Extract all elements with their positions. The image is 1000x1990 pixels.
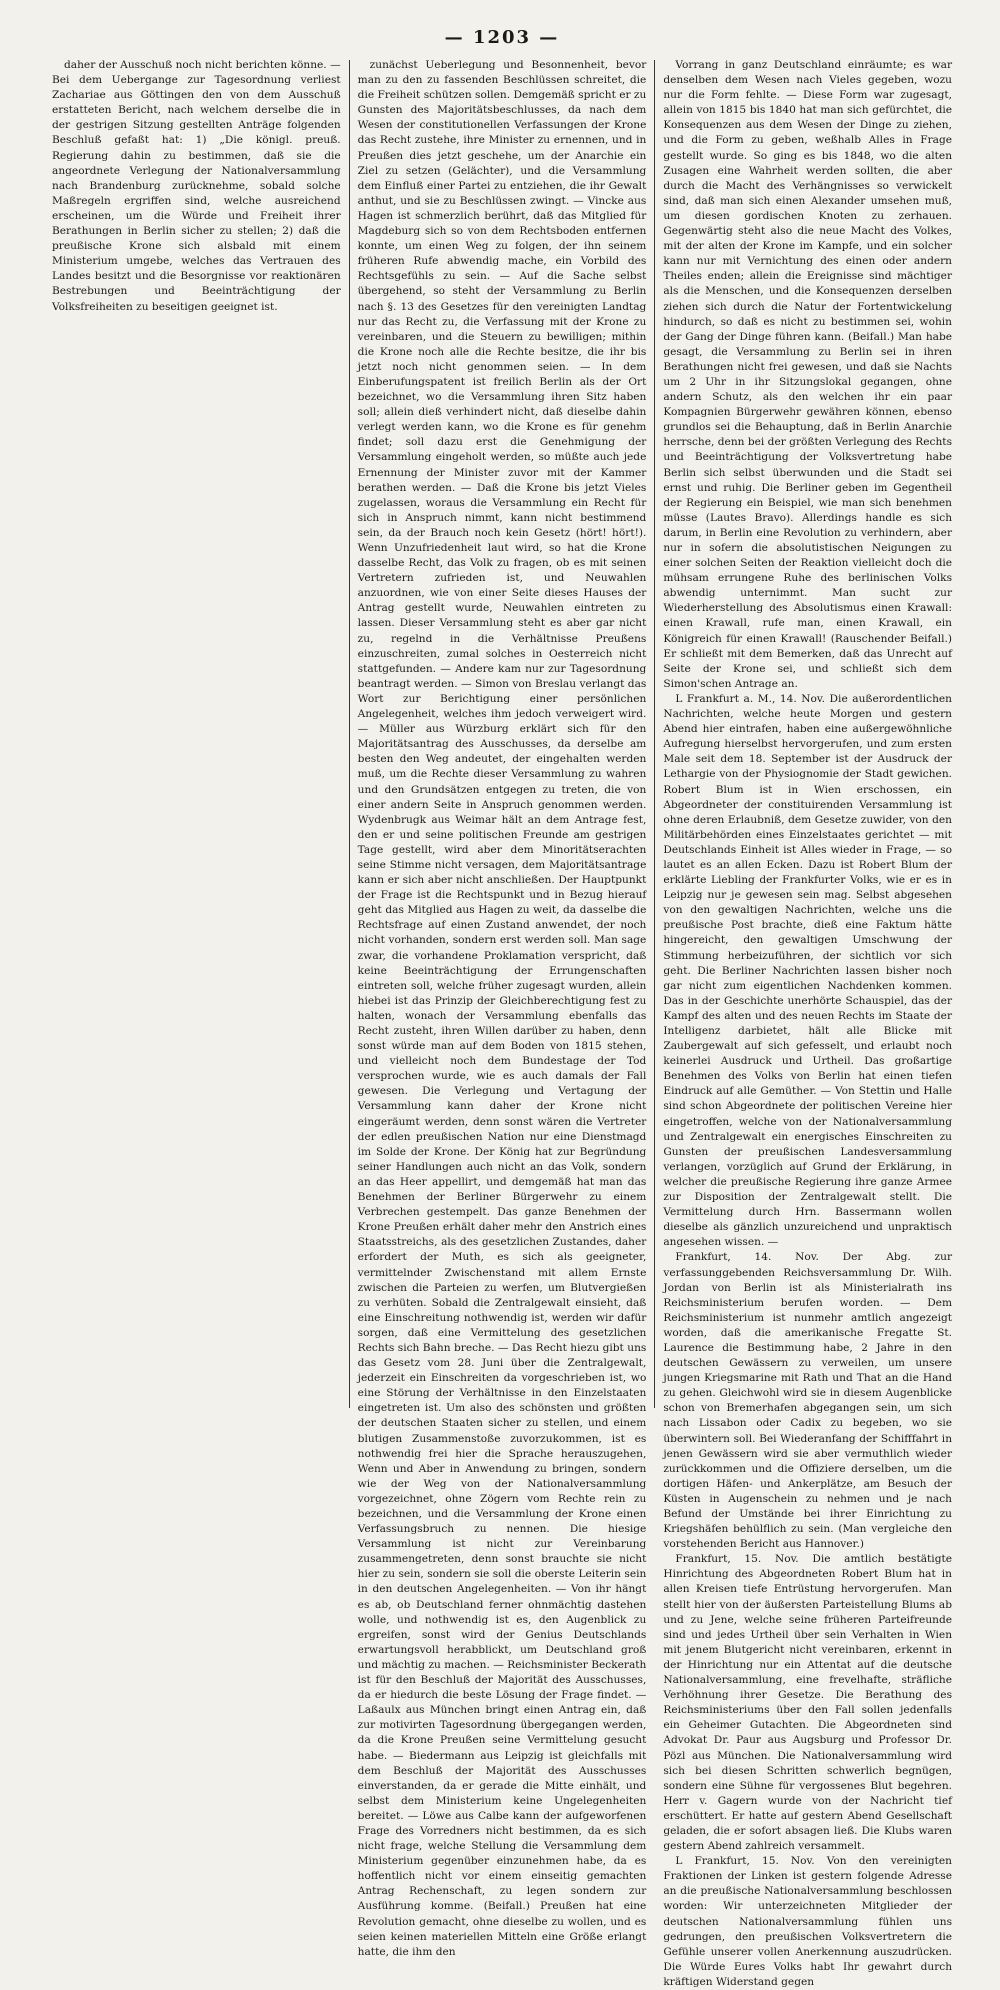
column-1 — [44, 58, 349, 1410]
column-3 — [655, 58, 960, 1988]
text-columns — [44, 58, 960, 1988]
paragraph: L Frankfurt, 15. Nov. Von den vereinigten Fraktionen der Linken ist gestern folgende Adresse an die preußische Nationalversammlung beschlossen worden: Wir unterzeichneten Mitglieder der deutschen Nationalversammlung fühlen uns gedrungen, den preußischen Volksvertretern die Gefühle unserer vollen Anerkennung auszudrücken. Die Würde Eures Volks habt Ihr gewahrt durch kräftigen Widerstand gegen — [663, 1855, 953, 1988]
column-2 — [350, 58, 655, 1958]
paragraph: L Frankfurt a. M., 14. Nov. Die außerordentlichen Nachrichten, welche heute Morgen und gestern Abend hier eintrafen, haben eine außergewöhnliche Aufregung hierselbst hervorgerufen, und zum ersten Male seit dem 18. September ist der Ausdruck der Lethargie von der Physiognomie der Stadt gewichen. Robert Blum ist in Wien erschossen, ein Abgeordneter der constituirenden Versammlung ist ohne deren Erlaubniß, dem Gesetze zuwider, von den Militärbehörden eines Einzelstaates gerichtet — mit Deutschlands Einheit ist Alles wieder in Frage, — so lautet es an allen Ecken. Dazu ist Robert Blum der erklärte Liebling der Frankfurter Volks, wie er es in Leipzig nur je gewesen sein mag. Selbst abgesehen von den gewaltigen Nachrichten, welche uns die preußische Post brachte, dieß eine Faktum hätte hingereicht, den gewaltigen Umschwung der Stimmung herbeizuführen, der sichtlich vor sich geht. Die Berliner Nachrichten lassen bisher noch gar nicht zum eigentlichen Nachdenken kommen. Das in der Geschichte unerhörte Schauspiel, das der Kampf des alten und des neuen Rechts im Staate der Intelligenz darbietet, hält alle Blicke mit Zaubergewalt auf sich gefesselt, und erlaubt noch keinerlei Ausdruck und Urtheil. Das großartige Benehmen des Volks von Berlin hat einen tiefen Eindruck auf alle Gemüther. — Von Stettin und Halle sind schon Abgeordnete der politischen Vereine hier eingetroffen, welche von der Nationalversammlung und Zentralgewalt ein energisches Einschreiten zu Gunsten der preußischen Landesversammlung verlangen, vorzüglich auf Grund der Erklärung, in welcher die preußische Regierung ihre ganze Armee zur Disposition der Zentralgewalt stellt. Die Vermittelung durch Hrn. Bassermann wollen dieselbe als gänzlich unzureichend und unpraktisch angesehen wissen. — — [663, 692, 953, 1249]
paragraph: zunächst Ueberlegung und Besonnenheit, bevor man zu den zu fassenden Beschlüssen schreitet, die die Freiheit schützen sollen. Demgemäß spricht er zu Gunsten des Majoritätsbeschlusses, da nach dem Wesen der constitutionellen Verfassungen der Krone das Recht zustehe, ihre Minister zu ernennen, und in Preußen dies jetzt geschehe, um der Anarchie ein Ziel zu setzen (Gelächter), und die Versammlung dem Einfluß einer Partei zu entziehen, die ihr Gewalt anthut, und sie zu Beschlüssen zwingt. — Vincke aus Hagen ist schmerzlich berührt, daß das Mitglied für Magdeburg sich so von dem Rechtsboden entfernen konnte, um einen Weg zu folgen, der ihn seinem früheren Rufe abwendig mache, ein Vorbild des Rechtsgefühls zu sein. — Auf die Sache selbst übergehend, so steht der Versammlung zu Berlin nach §. 13 des Gesetzes für den vereinigten Landtag nur das Recht zu, die Verfassung mit der Krone zu vereinbaren, und die Steuern zu bewilligen; mithin die Krone noch alle die Rechte besitze, die ihr bis jetzt noch nicht genommen seien. — In dem Einberufungspatent ist freilich Berlin als der Ort bezeichnet, wo die Versammlung ihren Sitz haben soll; allein dieß verhindert nicht, daß dieselbe dahin verlegt werden kann, wo die Krone es für genehm findet; soll dazu erst die Genehmigung der Versammlung eingeholt werden, so müßte auch jede Ernennung der Minister zuvor mit der Kammer berathen werden. — Daß die Krone bis jetzt Vieles zugelassen, woraus die Versammlung ein Recht für sich in Anspruch nimmt, kann nicht bestimmend sein, da der Brauch noch kein Gesetz (hört! hört!). Wenn Unzufriedenheit laut wird, so hat die Krone dasselbe Recht, das Volk zu fragen, ob es mit seinen Vertretern zufrieden ist, und Neuwahlen anzuordnen, wie von einer Seite dieses Hauses der Antrag gestellt wurde, Neuwahlen eintreten zu lassen. Dieser Versammlung steht es aber gar nicht zu, regelnd in die Verhältnisse Preußens einzuschreiten, zumal solches in Oesterreich nicht stattgefunden. — Andere kam nur zur Tagesordnung beantragt werden. — Simon von Breslau verlangt das Wort zur Berichtigung einer persönlichen Angelegenheit, welches ihm jedoch verweigert wird. — Müller aus Würzburg erklärt sich für den Majoritätsantrag des Ausschusses, da derselbe am besten den Weg andeutet, der eingehalten werden muß, um die Rechte dieser Versammlung zu wahren und den Grundsätzen entgegen zu treten, die von einer andern Seite in Anspruch genommen werden. Wydenbrugk aus Weimar hält an dem Antrage fest, den er und seine politischen Freunde am gestrigen Tage gestellt, wird aber dem Minoritätserachten seine Stimme nicht versagen, dem Majoritätsantrage kann er sich aber nicht anschließen. Der Hauptpunkt der Frage ist die Rechtspunkt und in Bezug hierauf geht das Mitglied aus Hagen zu weit, da dasselbe die Rechtsfrage auf einen Zustand anwendet, der noch nicht vorhanden, sondern erst werden soll. Man sage zwar, die vorhandene Proklamation verspricht, daß keine Beeinträchtigung der Errungenschaften eintreten soll, welche früher zugesagt wurden, allein hiebei ist das Prinzip der Gleichberechtigung fest zu halten, wonach der Versammlung ebenfalls das Recht zusteht, ihren Willen darüber zu haben, denn sonst würde man auf dem Boden von 1815 stehen, und vielleicht noch dem Bundestage der Tod versprochen wurde, wie es auch damals der Fall gewesen. Die Verlegung und Vertagung der Versammlung kann daher der Krone nicht eingeräumt werden, denn sonst wären die Vertreter der edlen preußischen Nation nur eine Dienstmagd im Solde der Krone. Der König hat zur Begründung seiner Handlungen auch nicht an das Volk, sondern an das Heer appellirt, und demgemäß hat man das Benehmen der Berliner Bürgerwehr zu einem Verbrechen gestempelt. Das ganze Benehmen der Krone Preußen erhält daher mehr den Anstrich eines Staatsstreichs, als des gesetzlichen Zustandes, daher erfordert der Muth, es sich als geeigneter, vermittelnder Zwischenstand mit allem Ernste zwischen die Parteien zu werfen, um Blutvergießen zu verhüten. Sobald die Zentralgewalt einsieht, daß eine Einschreitung nothwendig ist, werden wir dafür sorgen, daß eine Vermittelung des gesetzlichen Rechts sich Bahn breche. — Das Recht hiezu gibt uns das Gesetz vom 28. Juni über die Zentralgewalt, jederzeit ein Einschreiten da vorgeschrieben ist, wo eine Störung der Verhältnisse in den Einzelstaaten eingetreten ist. Um also des schönsten und größten der deutschen Staaten sicher zu stellen, und einem blutigen Zusammenstoße zuvorzukommen, ist es nothwendig frei hier die Sprache herauszugehen, Wenn und Aber in Anwendung zu bringen, sondern wie der Weg von der Nationalversammlung vorgezeichnet, ohne Zögern vom Rechte rein zu bezeichnen, und die Versammlung der Krone einen Verfassungsbruch zu nennen. Die hiesige Versammlung ist nicht zur Vereinbarung zusammengetreten, denn sonst brauchte sie nicht hier zu sein, sondern sie soll die oberste Leiterin sein in den deutschen Angelegenheiten. — Von ihr hängt es ab, ob Deutschland ferner ohnmächtig dastehen wolle, und nothwendig ist es, den Augenblick zu ergreifen, sonst wird der Genius Deutschlands erwartungsvoll herabblickt, um Deutschland groß und mächtig zu machen. — Reichsminister Beckerath ist für den Beschluß der Majorität des Ausschusses, da er hiedurch die beste Lösung der Frage findet. — Laßaulx aus München bringt einen Antrag ein, daß zur motivirten Tagesordnung übergegangen werden, da die Krone Preußen seine Vermittelung gesucht habe. — Biedermann aus Leipzig ist gleichfalls mit dem Beschluß der Majorität des Ausschusses einverstanden, da er gerade die Mitte einhält, und selbst dem Ministerium keine Ungelegenheiten bereitet. — Löwe aus Calbe kann der aufgeworfenen Frage des Vorredners nicht bestimmen, da es sich nicht frage, welche Stellung die Versammlung dem Ministerium gegenüber einzunehmen habe, da es hoffentlich nicht vor einem einseitig gemachten Antrag Rechenschaft, zu legen sondern zur Ausführung komme. (Beifall.) Preußen hat eine Revolution gemacht, ohne dieselbe zu wollen, und es seien keinen materiellen Mitteln eine Größe erlangt hatte, die ihm den — [357, 59, 647, 1958]
paragraph: Frankfurt, 15. Nov. Die amtlich bestätigte Hinrichtung des Abgeordneten Robert Blum hat in allen Kreisen tiefe Entrüstung hervorgerufen. Man stellt hier von der äußersten Parteistellung Blums ab und zu Jene, welche seine früheren Parteifreunde sind und jedes Urtheil über sein Verhalten in Wien mit jenem Blutgericht nicht vereinbaren, erkennt in der Hinrichtung nur ein Attentat auf die deutsche Nationalversammlung, eine frevelhafte, sträfliche Verhöhnung ihrer Gesetze. Die Berathung des Reichsministeriums über den Fall sollen jedenfalls ein Geheimer Gutachten. Die Abgeordneten sind Advokat Dr. Paur aus Augsburg und Professor Dr. Pözl aus München. Die Nationalversammlung wird sich bei diesen Schritten schwerlich begnügen, sondern eine Sühne für vergossenes Blut begehren. Herr v. Gagern wurde von der Nachricht tief erschüttert. Er hatte auf gestern Abend Gesellschaft geladen, die er sofort absagen ließ. Die Klubs waren gestern Abend zahlreich versammelt. — [663, 1553, 953, 1853]
paragraph: Frankfurt, 14. Nov. Der Abg. zur verfassunggebenden Reichsversammlung Dr. Wilh. Jordan von Berlin ist als Ministerialrath ins Reichsministerium berufen worden. — Dem Reichsministerium ist nunmehr amtlich angezeigt worden, daß die amerikanische Fregatte St. Laurence die Bestimmung habe, 2 Jahre in den deutschen Gewässern zu verweilen, um unsere jungen Kriegsmarine mit Rath und That an die Hand zu gehen. Gleichwohl wird sie in diesem Augenblicke schon von Bremerhafen abgegangen sein, um sich nach Lissabon oder Cadix zu begeben, wo sie überwintern soll. Bei Wiederanfang der Schifffahrt in jenen Gewässern wird sie aber vermuthlich wieder zurückkommen und die Offiziere derselben, um die dortigen Häfen- und Ankerplätze, am Besuch der Küsten in Augenschein zu nehmen und je nach Befund der Umstände bei ihrer Einrichtung zu Kriegshäfen behülflich zu sein. (Man vergleiche den vorstehenden Bericht aus Hannover.) — [663, 1251, 953, 1551]
paragraph: daher der Ausschuß noch nicht berichten könne. — Bei dem Uebergange zur Tagesordnung verliest Zachariae aus Göttingen den von dem Ausschuß erstatteten Bericht, nach welchem derselbe die in der gestrigen Sitzung gestellten Anträge folgenden Beschluß gefaßt hat: 1) „Die königl. preuß. Regierung dahin zu bestimmen, daß sie die angeordnete Verlegung der Nationalversammlung nach Brandenburg zurücknehme, sobald solche Maßregeln ergriffen sind, welche ausreichend erscheinen, um die Würde und Freiheit ihrer Berathungen in Berlin sicher zu stellen; 2) daß die preußische Krone sich alsbald mit einem Ministerium umgebe, welches das Vertrauen des Landes besitzt und die Besorgnisse vor reaktionären Bestrebungen und Beeinträchtigung der Volksfreiheiten zu beseitigen geeignet ist. — [52, 59, 341, 313]
paragraph: Vorrang in ganz Deutschland einräumte; es war denselben dem Wesen nach Vieles gegeben, wozu nur die Form fehlte. — Diese Form war zugesagt, allein von 1815 bis 1840 hat man sich gefürchtet, die Konsequenzen aus dem Wesen der Dinge zu ziehen, und die Form zu geben, weßhalb Alles in Frage gestellt wurde. So ging es bis 1848, wo die alten Zusagen eine Wahrheit werden sollten, die aber durch die Macht des Verhängnisses so verwickelt sind, daß man sich einen Alexander umsehen muß, um diesen gordischen Knoten zu zerhauen. Gegenwärtig steht also die neue Macht des Volkes, mit der alten der Krone im Kampfe, und ein solcher kann nur mit Vernichtung des einen oder andern Theiles enden; allein die Ereignisse sind mächtiger als die Menschen, und die Konsequenzen derselben ziehen sich durch die Natur der Fortentwickelung hindurch, so daß es nicht zu bestimmen sei, wohin der Gang der Dinge führen kann. (Beifall.) Man habe gesagt, die Versammlung zu Berlin sei in ihren Berathungen nicht frei gewesen, und daß sie Nachts um 2 Uhr in ihr Sitzungslokal gegangen, ohne andern Schutz, als den welchen ihr ein paar Kompagnien Bürgerwehr gewähren können, ebenso grundlos sei die Behauptung, daß in Berlin Anarchie herrsche, denn bei der größten Verlegung des Rechts und Beeinträchtigung der Volksvertretung habe Berlin sich selbst überwunden und die Stadt sei ernst und ruhig. Die Berliner geben im Gegentheil der Regierung ein Beispiel, wie man sich benehmen müsse (Lautes Bravo). Allerdings handle es sich darum, in Berlin eine Revolution zu verhindern, aber nur in sofern die absolutistischen Neigungen zu einer solchen Seiten der Reaktion vielleicht doch die mühsam errungene Ruhe des berlinischen Volks abwendig unternimmt. Man sucht zur Wiederherstellung des Absolutismus einen Krawall: einen Krawall, rufe man, einen Krawall, ein Königreich für einen Krawall! (Rauschender Beifall.) Er schließt mit dem Bemerken, daß das Unrecht auf Seite der Krone sei, und schließt sich dem Simon'schen Antrage an. — [663, 59, 953, 690]
page-number: — 1203 — — [444, 27, 560, 48]
